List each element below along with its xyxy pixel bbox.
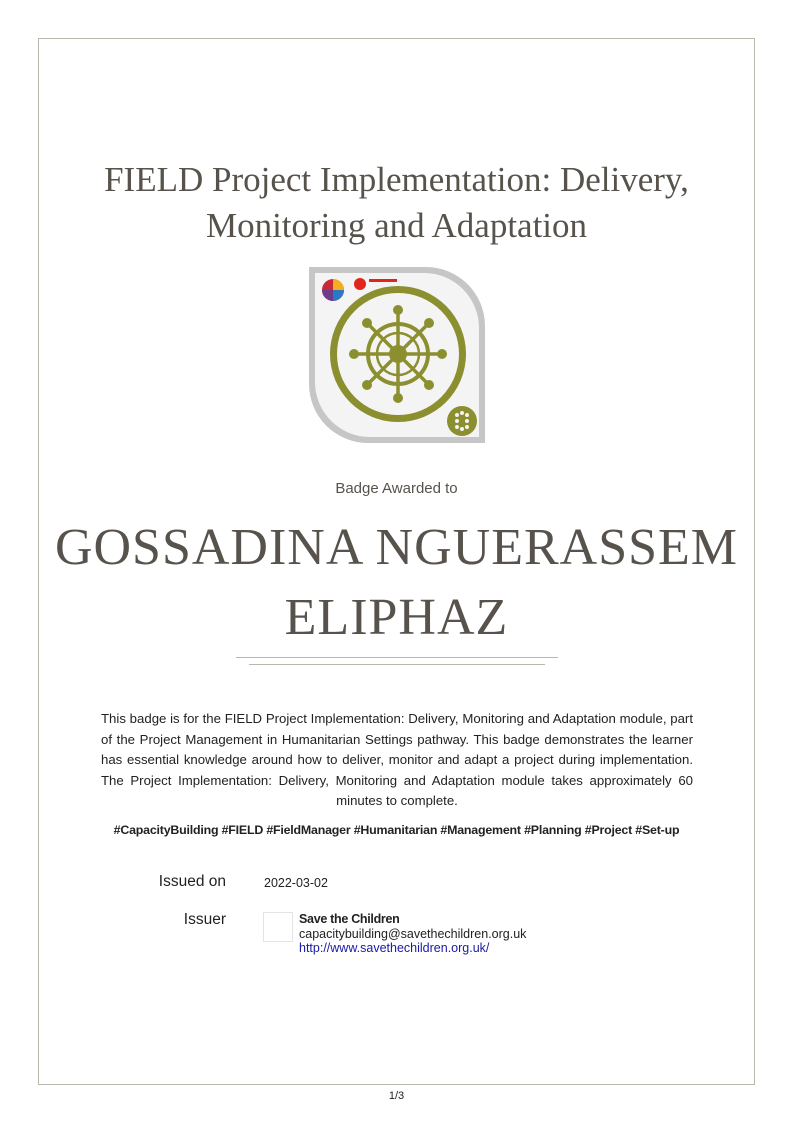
page-indicator: 1/3: [388, 1090, 405, 1102]
issued-on-date: 2022-03-02: [264, 876, 328, 890]
level-emblem-icon: [447, 406, 477, 436]
issuer-website-link[interactable]: http://www.savethechildren.org.uk/: [299, 941, 490, 955]
badge-description: This badge is for the FIELD Project Implementation: Delivery, Monitoring and Adaptation module, part of the Project Management in Humanitarian Settings pathway. This badge demonstrates the learner has essential knowledge around how to deliver, monitor and adapt a project during implementation. The Project Implementation: Delivery, Monitoring and Adaptation module takes approximately 60 minutes to complete.: [101, 711, 693, 808]
issued-on-label: Issued on: [158, 873, 226, 890]
divider: [236, 657, 558, 658]
badge-title: FIELD Project Implementation: Delivery, Monitoring and Adaptation: [104, 160, 689, 245]
issuer-label: Issuer: [183, 911, 226, 928]
divider: [249, 664, 545, 665]
awarded-label: Badge Awarded to: [335, 480, 458, 497]
issuer-logo: [263, 912, 293, 942]
issuer-details: [299, 912, 526, 956]
issuer-email: capacitybuilding@savethechildren.org.uk: [299, 926, 527, 941]
issuer-name: Save the Children: [299, 912, 400, 926]
badge-tags: #CapacityBuilding #FIELD #FieldManager #Humanitarian #Management #Planning #Project #Set-up: [113, 823, 680, 837]
ship-wheel-badge-image: [306, 264, 488, 446]
recipient-name: GOSSADINA NGUERASSEM ELIPHAZ: [54, 519, 739, 646]
